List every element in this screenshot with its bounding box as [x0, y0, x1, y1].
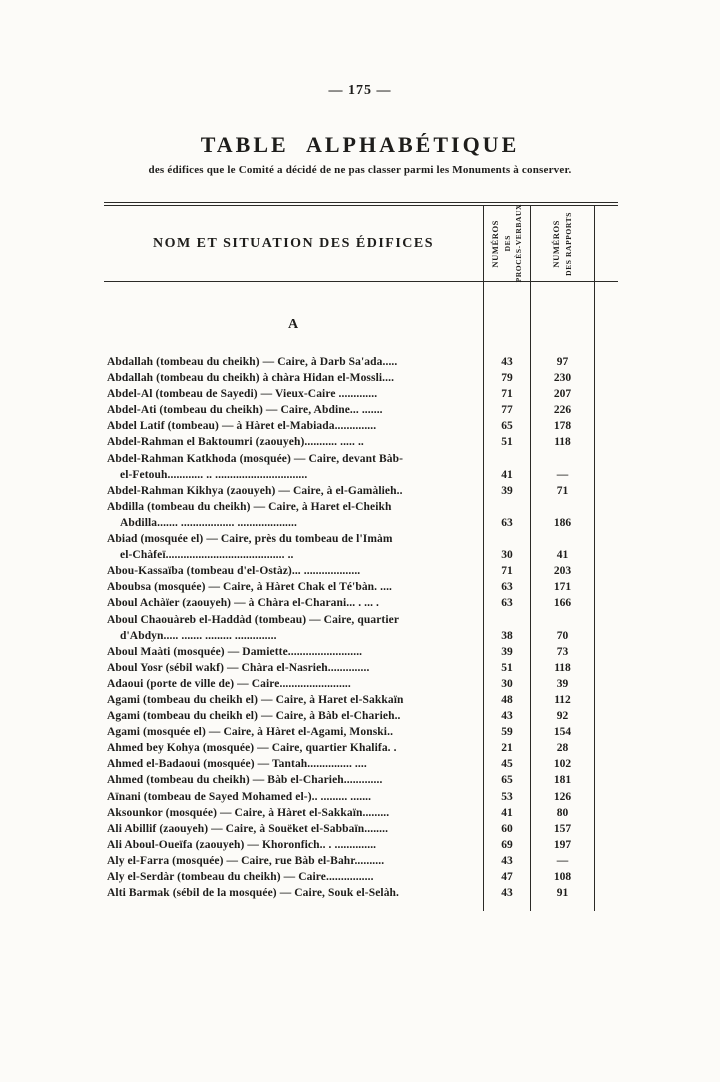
- table-row: [104, 386, 618, 402]
- entry-line: Aboul Yosr (sébil wakf) — Chàra el-Nasrieh..............: [107, 661, 370, 674]
- entry-line: Agami (mosquée el) — Caire, à Hàret el-Agami, Monski..: [107, 726, 394, 739]
- rule-overhang-gutter: [595, 402, 618, 418]
- page-title: TABLE ALPHABÉTIQUE: [200, 132, 520, 157]
- table-row: [104, 676, 618, 692]
- section-pv-cell: [484, 282, 531, 354]
- rule-overhang-gutter: [595, 418, 618, 434]
- entry-name: [104, 708, 484, 724]
- entry-pv-number: 43: [484, 885, 531, 901]
- entry-name: [104, 837, 484, 853]
- entry-pv-number: 63: [484, 579, 531, 595]
- table-row: [104, 805, 618, 821]
- entry-pv-number: 43: [484, 354, 531, 370]
- entry-name: [104, 354, 484, 370]
- table-row: [104, 434, 618, 450]
- rule-overhang-gutter: [595, 483, 618, 499]
- entry-name: [104, 612, 484, 644]
- rule-overhang-gutter: [595, 563, 618, 579]
- entry-rap-number: 178: [531, 418, 595, 434]
- rule-overhang-gutter: [595, 595, 618, 611]
- entry-line: Aboul Achàïer (zaouyeh) — à Chàra el-Charani... . ... .: [107, 597, 380, 610]
- page-number: — 175 —: [328, 83, 392, 98]
- entry-name: [104, 676, 484, 692]
- rap-header-line: DES RAPPORTS: [563, 211, 573, 276]
- rule-overhang-gutter: [595, 692, 618, 708]
- entry-pv-number: 60: [484, 821, 531, 837]
- entry-name: [104, 789, 484, 805]
- entry-rap-number: 118: [531, 660, 595, 676]
- entry-rap-number: 154: [531, 724, 595, 740]
- rule-overhang-gutter: [595, 901, 618, 911]
- entry-name: [104, 756, 484, 772]
- entry-line: Ali Abillif (zaouyeh) — Caire, à Souëket el-Sabbaïn........: [107, 822, 389, 835]
- rap-header-line: NUMÉROS: [551, 219, 562, 268]
- entry-line: Aboul Maàti (mosquée) — Damiette.........................: [107, 645, 363, 658]
- rap-column-header: [531, 206, 595, 281]
- entry-line: Abdel-Rahman Kikhya (zaouyeh) — Caire, à el-Gamàlieh..: [107, 484, 403, 497]
- rule-overhang-gutter: [595, 370, 618, 386]
- section-row: [104, 282, 618, 354]
- table-row: [104, 370, 618, 386]
- entry-pv-number: 71: [484, 563, 531, 579]
- table-row: [104, 354, 618, 370]
- entry-name: [104, 821, 484, 837]
- entry-line: d'Abdyn..... ....... ......... ..............: [120, 629, 277, 642]
- entry-name: [104, 853, 484, 869]
- entry-rap-number: 92: [531, 708, 595, 724]
- entry-rap-number: 39: [531, 676, 595, 692]
- rule-overhang-gutter: [595, 772, 618, 788]
- rule-overhang-gutter: [595, 885, 618, 901]
- table-row: [104, 418, 618, 434]
- entry-name: [104, 451, 484, 483]
- rule-overhang-gutter: [595, 789, 618, 805]
- pv-column-header: [484, 206, 531, 281]
- rule-overhang-gutter: [595, 740, 618, 756]
- table-row: [104, 756, 618, 772]
- entry-line: Aly el-Serdàr (tombeau du cheikh) — Caire................: [107, 871, 374, 883]
- entry-line: Ali Aboul-Oueïfa (zaouyeh) — Khoronfich.. . ..............: [107, 838, 377, 851]
- entry-pv-number: 30: [484, 676, 531, 692]
- entry-line: Abdilla....... .................. ....................: [120, 516, 297, 529]
- table-end-spacer: [104, 901, 618, 911]
- entry-name: [104, 740, 484, 756]
- entry-line: Agami (tombeau du cheikh el) — Caire, à Bàb el-Charieh..: [107, 710, 401, 723]
- entry-name: [104, 869, 484, 885]
- table-row: [104, 772, 618, 788]
- entry-line: Aly el-Farra (mosquée) — Caire, rue Bàb el-Bahr..........: [107, 854, 385, 867]
- entry-pv-number: 41: [484, 805, 531, 821]
- entry-name: [104, 483, 484, 499]
- entry-rap-number: 186: [531, 499, 595, 531]
- section-letter-cell: [104, 282, 484, 354]
- entry-rap-number: 80: [531, 805, 595, 821]
- entry-pv-number: 47: [484, 869, 531, 885]
- entry-line: Aksounkor (mosquée) — Caire, à Hàret el-Sakkaïn.........: [107, 806, 390, 819]
- entry-line: Ahmed el-Badaoui (mosquée) — Tantah............... ....: [107, 758, 367, 771]
- entry-line: Abiad (mosquée el) — Caire, près du tombeau de l'Imàm: [107, 533, 393, 546]
- table-entries: [104, 354, 618, 901]
- entry-rap-number: 230: [531, 370, 595, 386]
- entry-name: [104, 386, 484, 402]
- entry-rap-number: 226: [531, 402, 595, 418]
- rule-overhang-gutter: [595, 756, 618, 772]
- table-row: [104, 483, 618, 499]
- table-row: [104, 821, 618, 837]
- entry-pv-number: 63: [484, 499, 531, 531]
- entry-pv-number: 77: [484, 402, 531, 418]
- rule-overhang-gutter: [595, 821, 618, 837]
- table-row: [104, 499, 618, 531]
- entry-pv-number: 71: [484, 386, 531, 402]
- entry-rap-number: 102: [531, 756, 595, 772]
- section-letter: A: [287, 317, 300, 332]
- entry-rap-number: 126: [531, 789, 595, 805]
- entry-pv-number: 30: [484, 531, 531, 563]
- entry-line: Aboul Chaouàreb el-Haddàd (tombeau) — Caire, quartier: [107, 613, 400, 626]
- entry-rap-number: 207: [531, 386, 595, 402]
- end-rap-cell: [531, 901, 595, 911]
- table-row: [104, 837, 618, 853]
- entry-rap-number: 203: [531, 563, 595, 579]
- table-row: [104, 451, 618, 483]
- entry-name: [104, 644, 484, 660]
- entry-pv-number: 43: [484, 853, 531, 869]
- entry-rap-number: 71: [531, 483, 595, 499]
- entry-pv-number: 51: [484, 660, 531, 676]
- rule-overhang-gutter: [595, 724, 618, 740]
- entry-pv-number: 43: [484, 708, 531, 724]
- pv-header-line: DES: [502, 235, 512, 252]
- rule-overhang-gutter: [595, 282, 618, 354]
- rule-overhang-gutter: [595, 354, 618, 370]
- entry-line: Adaoui (porte de ville de) — Caire........................: [107, 677, 351, 690]
- table-row: [104, 724, 618, 740]
- entry-pv-number: 41: [484, 451, 531, 483]
- entry-rap-number: 166: [531, 595, 595, 611]
- table-row: [104, 885, 618, 901]
- entry-rap-number: 41: [531, 531, 595, 563]
- entry-name: [104, 805, 484, 821]
- rule-overhang-gutter: [595, 676, 618, 692]
- entry-pv-number: 59: [484, 724, 531, 740]
- entry-name: [104, 579, 484, 595]
- entry-name: [104, 885, 484, 901]
- pv-header-line: PROCÈS-VERBAUX: [513, 204, 523, 283]
- entry-name: [104, 499, 484, 531]
- entry-rap-number: —: [531, 853, 595, 869]
- table-row: [104, 563, 618, 579]
- entry-line: Abdallah (tombeau du cheikh) à chàra Hidan el-Mossli....: [107, 372, 395, 385]
- table-row: [104, 869, 618, 885]
- table-header: [104, 206, 618, 282]
- end-pv-cell: [484, 901, 531, 911]
- table-row: [104, 579, 618, 595]
- entry-pv-number: 53: [484, 789, 531, 805]
- rule-overhang-gutter: [595, 708, 618, 724]
- entry-pv-number: 21: [484, 740, 531, 756]
- entry-rap-number: 73: [531, 644, 595, 660]
- entry-name: [104, 418, 484, 434]
- rule-overhang-gutter: [595, 434, 618, 450]
- rule-overhang-gutter: [595, 531, 618, 563]
- entry-pv-number: 63: [484, 595, 531, 611]
- entry-name: [104, 724, 484, 740]
- entry-rap-number: 28: [531, 740, 595, 756]
- rule-overhang-gutter: [595, 386, 618, 402]
- entry-line: Alti Barmak (sébil de la mosquée) — Caire, Souk el-Selàh.: [107, 887, 400, 900]
- edifices-table: [104, 202, 618, 911]
- entry-line: el-Chàfeï........................................ ..: [120, 549, 294, 562]
- table-row: [104, 692, 618, 708]
- entry-line: Abdel-Rahman Katkhoda (mosquée) — Caire, devant Bàb-: [107, 452, 404, 465]
- entry-rap-number: 112: [531, 692, 595, 708]
- entry-name: [104, 531, 484, 563]
- entry-line: Ahmed bey Kohya (mosquée) — Caire, quartier Khalifa. .: [107, 742, 397, 755]
- pv-header-line: NUMÉROS: [490, 219, 501, 268]
- entry-rap-number: 97: [531, 354, 595, 370]
- entry-rap-number: 91: [531, 885, 595, 901]
- rule-overhang-gutter: [595, 206, 618, 281]
- entry-pv-number: 38: [484, 612, 531, 644]
- rule-overhang-gutter: [595, 451, 618, 483]
- table-row: [104, 531, 618, 563]
- entry-rap-number: 181: [531, 772, 595, 788]
- entry-line: Aboubsa (mosquée) — Caire, à Hàret Chak el Té'bàn. ....: [107, 581, 393, 594]
- rule-overhang-gutter: [595, 612, 618, 644]
- entry-name: [104, 563, 484, 579]
- entry-rap-number: 197: [531, 837, 595, 853]
- entry-pv-number: 65: [484, 418, 531, 434]
- entry-line: el-Fetouh............ .. ...............................: [120, 468, 308, 481]
- table-row: [104, 595, 618, 611]
- entry-rap-number: 70: [531, 612, 595, 644]
- entry-name: [104, 402, 484, 418]
- entry-line: Abou-Kassaïba (tombeau d'el-Ostàz)... ...................: [107, 565, 361, 578]
- entry-pv-number: 51: [484, 434, 531, 450]
- page-subtitle: des édifices que le Comité a décidé de ne pas classer parmi les Monuments à conserver.: [148, 164, 572, 176]
- entry-line: Abdel Latif (tombeau) — à Hàret el-Mabiada..............: [107, 420, 377, 433]
- table-row: [104, 644, 618, 660]
- rule-overhang-gutter: [595, 853, 618, 869]
- table-row: [104, 612, 618, 644]
- table-row: [104, 402, 618, 418]
- rule-overhang-gutter: [595, 805, 618, 821]
- entry-line: Abdel-Ati (tombeau du cheikh) — Caire, Abdine... .......: [107, 404, 383, 417]
- entry-pv-number: 79: [484, 370, 531, 386]
- rule-overhang-gutter: [595, 644, 618, 660]
- entry-pv-number: 45: [484, 756, 531, 772]
- entry-line: Agami (tombeau du cheikh el) — Caire, à Haret el-Sakkaïn: [107, 693, 404, 706]
- entry-pv-number: 39: [484, 644, 531, 660]
- entry-line: Abdel-Al (tombeau de Sayedi) — Vieux-Caire .............: [107, 388, 378, 401]
- entry-rap-number: 108: [531, 869, 595, 885]
- entry-name: [104, 370, 484, 386]
- entry-rap-number: 157: [531, 821, 595, 837]
- table-row: [104, 853, 618, 869]
- rule-overhang-gutter: [595, 869, 618, 885]
- entry-name: [104, 660, 484, 676]
- rule-overhang-gutter: [595, 579, 618, 595]
- entry-name: [104, 692, 484, 708]
- rule-overhang-gutter: [595, 837, 618, 853]
- end-name-cell: [104, 901, 484, 911]
- section-rap-cell: [531, 282, 595, 354]
- entry-line: Aïnani (tombeau de Sayed Mohamed el-).. ......... .......: [107, 790, 372, 803]
- table-row: [104, 789, 618, 805]
- entry-name: [104, 595, 484, 611]
- entry-line: Abdel-Rahman el Baktoumri (zaouyeh)........... ..... ..: [107, 436, 364, 449]
- entry-rap-number: —: [531, 451, 595, 483]
- entry-line: Abdilla (tombeau du cheikh) — Caire, à Haret el-Cheikh: [107, 500, 392, 513]
- table-row: [104, 740, 618, 756]
- entry-name: [104, 772, 484, 788]
- name-column-header: NOM ET SITUATION DES ÉDIFICES: [104, 206, 484, 281]
- rule-overhang-gutter: [595, 660, 618, 676]
- table-row: [104, 660, 618, 676]
- entry-line: Abdallah (tombeau du cheikh) — Caire, à Darb Sa'ada.....: [107, 356, 398, 368]
- entry-name: [104, 434, 484, 450]
- rule-overhang-gutter: [595, 499, 618, 531]
- entry-rap-number: 171: [531, 579, 595, 595]
- table-row: [104, 708, 618, 724]
- entry-pv-number: 69: [484, 837, 531, 853]
- entry-pv-number: 48: [484, 692, 531, 708]
- entry-rap-number: 118: [531, 434, 595, 450]
- entry-pv-number: 65: [484, 772, 531, 788]
- entry-line: Ahmed (tombeau du cheikh) — Bàb el-Charieh.............: [107, 774, 383, 787]
- entry-pv-number: 39: [484, 483, 531, 499]
